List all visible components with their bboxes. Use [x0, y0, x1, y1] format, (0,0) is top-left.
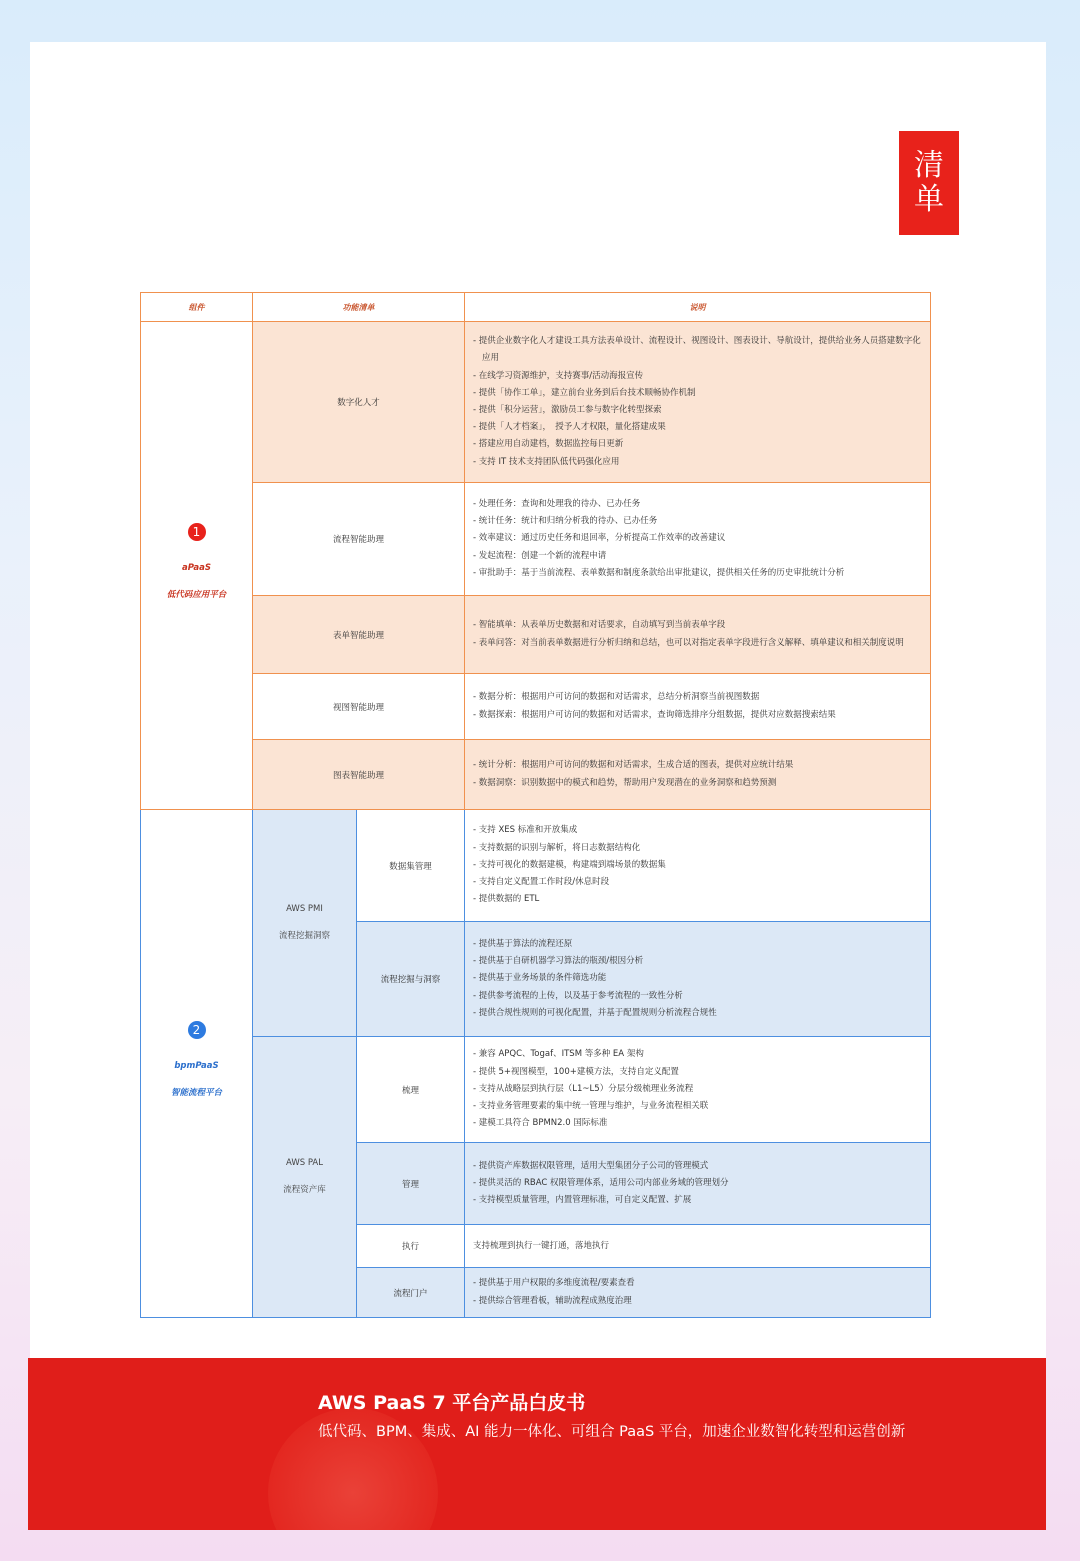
table-row	[141, 740, 931, 810]
list-item: - 处理任务：查询和处理我的待办、已办任务	[473, 496, 922, 513]
list-item: - 提供「协作工单」，建立前台业务到后台技术顺畅协作机制	[473, 385, 922, 402]
list-item: - 数据探索：根据用户可访问的数据和对话需求，查询筛选排序分组数据，提供对应数据搜索结果	[473, 707, 922, 724]
component-name: bpmPaaS	[174, 1060, 219, 1071]
feature-description	[465, 1143, 931, 1225]
number-badge-1: 1	[188, 523, 206, 541]
list-item: - 提供「人才档案」， 授予人才权限，量化搭建成果	[473, 419, 922, 436]
list-item: - 支持模型质量管理，内置管理标准，可自定义配置、扩展	[473, 1192, 922, 1209]
list-item: - 提供基于自研机器学习算法的瓶颈/根因分析	[473, 953, 922, 970]
badge-char-1: 清	[914, 148, 944, 183]
group-name: AWS PMI	[286, 904, 323, 914]
list-item: - 提供数据的 ETL	[473, 891, 922, 908]
list-badge	[899, 131, 959, 235]
table-row	[141, 1037, 931, 1143]
component-subtitle: 智能流程平台	[170, 1087, 222, 1098]
list-item: - 支持自定义配置工作时段/休息时段	[473, 874, 922, 891]
group-subtitle: 流程挖掘洞察	[278, 931, 330, 941]
feature-name: 执行	[357, 1225, 465, 1268]
badge-char-2: 单	[914, 182, 944, 217]
list-item: - 提供灵活的 RBAC 权限管理体系，适用公司内部业务域的管理划分	[473, 1175, 922, 1192]
feature-name: 数据集管理	[357, 810, 465, 922]
feature-name: 流程门户	[357, 1268, 465, 1318]
list-item: - 支持 XES 标准和开放集成	[473, 822, 922, 839]
component-name: aPaaS	[181, 562, 211, 573]
feature-table	[140, 292, 931, 1318]
list-item: - 提供合规性规则的可视化配置，并基于配置规则分析流程合规性	[473, 1005, 922, 1022]
list-item: - 发起流程：创建一个新的流程申请	[473, 548, 922, 565]
component-apaas	[141, 322, 253, 810]
component-bpmpaas	[141, 810, 253, 1318]
table-row	[141, 596, 931, 674]
list-item: - 支持从战略层到执行层（L1~L5）分层分级梳理业务流程	[473, 1081, 922, 1098]
list-item: - 搭建应用自动建档，数据监控每日更新	[473, 436, 922, 453]
feature-description	[465, 596, 931, 674]
list-item: - 支持业务管理要素的集中统一管理与维护，与业务流程相关联	[473, 1098, 922, 1115]
list-item: - 提供基于算法的流程还原	[473, 936, 922, 953]
feature-name: 图表智能助理	[253, 740, 465, 810]
feature-description	[465, 740, 931, 810]
description-text: 支持梳理到执行一键打通，落地执行	[473, 1240, 610, 1251]
header-features: 功能清单	[253, 293, 465, 322]
list-item: - 提供「积分运营」，激励员工参与数字化转型探索	[473, 402, 922, 419]
list-item: - 建模工具符合 BPMN2.0 国际标准	[473, 1115, 922, 1132]
list-item: - 数据洞察：识别数据中的模式和趋势，帮助用户发现潜在的业务洞察和趋势预测	[473, 775, 922, 792]
group-subtitle: 流程资产库	[283, 1185, 326, 1195]
number-badge-2: 2	[188, 1021, 206, 1039]
list-item: - 数据分析：根据用户可访问的数据和对话需求，总结分析洞察当前视图数据	[473, 689, 922, 706]
header-component: 组件	[141, 293, 253, 322]
feature-name: 视图智能助理	[253, 674, 465, 740]
component-subtitle: 低代码应用平台	[166, 589, 227, 600]
list-item: - 审批助手：基于当前流程、表单数据和制度条款给出审批建议，提供相关任务的历史审批统计分析	[473, 565, 922, 582]
feature-name: 流程智能助理	[253, 483, 465, 596]
feature-description	[465, 322, 931, 483]
list-item: - 提供资产库数据权限管理，适用大型集团分子公司的管理模式	[473, 1158, 922, 1175]
footer-banner	[28, 1358, 1046, 1530]
list-item: - 智能填单：从表单历史数据和对话要求，自动填写到当前表单字段	[473, 617, 922, 634]
group-aws-pal	[253, 1037, 357, 1318]
feature-description	[465, 810, 931, 922]
feature-name: 表单智能助理	[253, 596, 465, 674]
whitepaper-title: AWS PaaS 7 平台产品白皮书	[318, 1392, 586, 1414]
list-item: - 提供基于用户权限的多维度流程/要素查看	[473, 1275, 922, 1292]
list-item: - 支持 IT 技术支持团队低代码强化应用	[473, 454, 922, 471]
feature-name: 梳理	[357, 1037, 465, 1143]
feature-description	[465, 483, 931, 596]
feature-description	[465, 1037, 931, 1143]
feature-description	[465, 1225, 931, 1268]
list-item: - 支持可视化的数据建模，构建端到端场景的数据集	[473, 857, 922, 874]
group-aws-pmi	[253, 810, 357, 1037]
list-item: - 提供企业数字化人才建设工具方法表单设计、流程设计、视图设计、图表设计、导航设计，提供给业务人员搭建数字化应用	[473, 333, 922, 367]
list-item: - 兼容 APQC、Togaf、ITSM 等多种 EA 架构	[473, 1046, 922, 1063]
feature-name: 数字化人才	[253, 322, 465, 483]
whitepaper-subtitle: 低代码、BPM、集成、AI 能力一体化、可组合 PaaS 平台，加速企业数智化转型和运营创新	[318, 1424, 906, 1440]
list-item: - 效率建议：通过历史任务和退回率，分析提高工作效率的改善建议	[473, 530, 922, 547]
list-item: - 统计任务：统计和归纳分析我的待办、已办任务	[473, 513, 922, 530]
feature-name: 管理	[357, 1143, 465, 1225]
list-item: - 支持数据的识别与解析，将日志数据结构化	[473, 840, 922, 857]
feature-description	[465, 922, 931, 1037]
feature-description	[465, 674, 931, 740]
feature-name: 流程挖掘与洞察	[357, 922, 465, 1037]
list-item: - 提供综合管理看板，辅助流程成熟度治理	[473, 1293, 922, 1310]
table-row	[141, 483, 931, 596]
table-header-row	[141, 293, 931, 322]
header-description: 说明	[465, 293, 931, 322]
table-row	[141, 674, 931, 740]
feature-description	[465, 1268, 931, 1318]
list-item: - 提供 5+视图模型，100+建模方法，支持自定义配置	[473, 1064, 922, 1081]
list-item: - 提供基于业务场景的条件筛选功能	[473, 970, 922, 987]
list-item: - 提供参考流程的上传，以及基于参考流程的一致性分析	[473, 988, 922, 1005]
group-name: AWS PAL	[286, 1158, 323, 1168]
list-item: - 统计分析：根据用户可访问的数据和对话需求，生成合适的图表，提供对应统计结果	[473, 757, 922, 774]
table-row	[141, 322, 931, 483]
list-item: - 在线学习资源维护，支持赛事/活动海报宣传	[473, 368, 922, 385]
table-row	[141, 810, 931, 922]
list-item: - 表单问答：对当前表单数据进行分析归纳和总结，也可以对指定表单字段进行含义解释、填单建议和相关制度说明	[473, 635, 922, 652]
